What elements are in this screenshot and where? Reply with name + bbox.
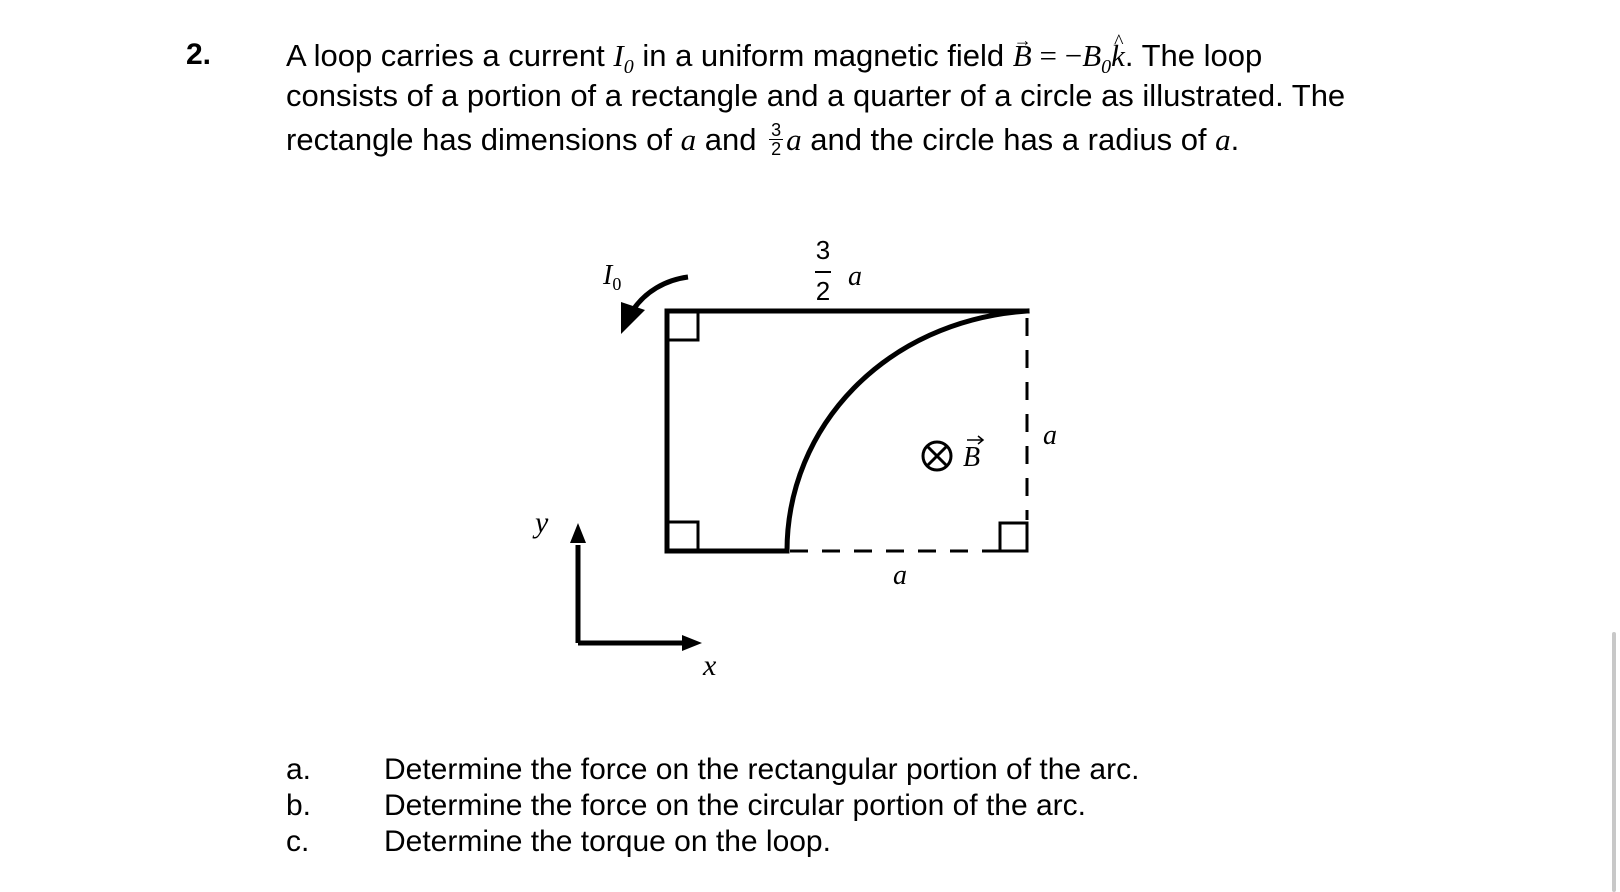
part-text: Determine the torque on the loop. — [384, 825, 831, 858]
stem-text: and — [696, 122, 766, 157]
current-label: $I_0$ — [603, 260, 622, 294]
field-into-page-icon — [923, 442, 951, 470]
part-c — [286, 824, 1139, 860]
part-a — [286, 752, 1139, 788]
current-symbol: $I_0$ — [613, 38, 634, 79]
stem-text: and the circle has a radius of — [801, 122, 1216, 157]
top-fraction-numerator: 3 — [815, 235, 831, 265]
stem-text: . — [1230, 122, 1240, 157]
bottom-dimension-a: a — [893, 560, 907, 591]
field-magnitude-symbol: $B_0$ — [1082, 38, 1112, 79]
right-angle-marker-bottom-left — [667, 522, 698, 549]
stem-text: A loop carries a current — [286, 38, 614, 73]
top-fraction-denominator: 2 — [815, 276, 831, 306]
right-angle-marker-top-left — [667, 313, 698, 340]
current-arrowhead — [621, 302, 645, 334]
fraction-three-halves: $\frac{3}{2}$ — [771, 120, 782, 160]
field-symbol-label: B — [963, 442, 981, 473]
stem-text: . The loop — [1124, 38, 1263, 73]
question-parts — [286, 752, 1139, 860]
right-dimension-a: a — [1043, 420, 1057, 451]
stem-text: in a uniform magnetic field — [633, 38, 1013, 73]
symbol-a: a — [786, 122, 802, 157]
symbol-a: a — [680, 122, 697, 157]
part-text: Determine the force on the circular portion of the arc. — [384, 789, 1087, 822]
part-b — [286, 788, 1139, 824]
unit-vector-k: ^ k — [1111, 36, 1125, 76]
current-direction-arrow — [633, 277, 688, 310]
quarter-circle-arc — [787, 311, 1027, 551]
y-axis-label: y — [535, 506, 549, 539]
stem-line-2: consists of a portion of a rectangle and a quarter of a circle as illustrated. The — [286, 78, 1346, 113]
right-angle-marker-bottom-right — [1000, 523, 1027, 551]
stem-text: rectangle has dimensions of — [286, 122, 681, 157]
part-text: Determine the force on the rectangular portion of the arc. — [384, 753, 1140, 786]
symbol-a: a — [1215, 122, 1231, 157]
vertical-scrollbar[interactable] — [1612, 632, 1616, 892]
x-axis-label: x — [703, 649, 717, 682]
part-letter: c. — [286, 825, 310, 858]
part-letter: b. — [286, 789, 312, 822]
top-dimension-a: a — [848, 261, 862, 292]
field-vector-symbol: → B — [1013, 36, 1032, 76]
part-letter: a. — [286, 753, 312, 786]
question-number: 2. — [186, 38, 212, 71]
equals-minus: = − — [1031, 38, 1083, 73]
y-axis-arrowhead — [570, 523, 586, 543]
x-axis-arrowhead — [682, 635, 702, 651]
